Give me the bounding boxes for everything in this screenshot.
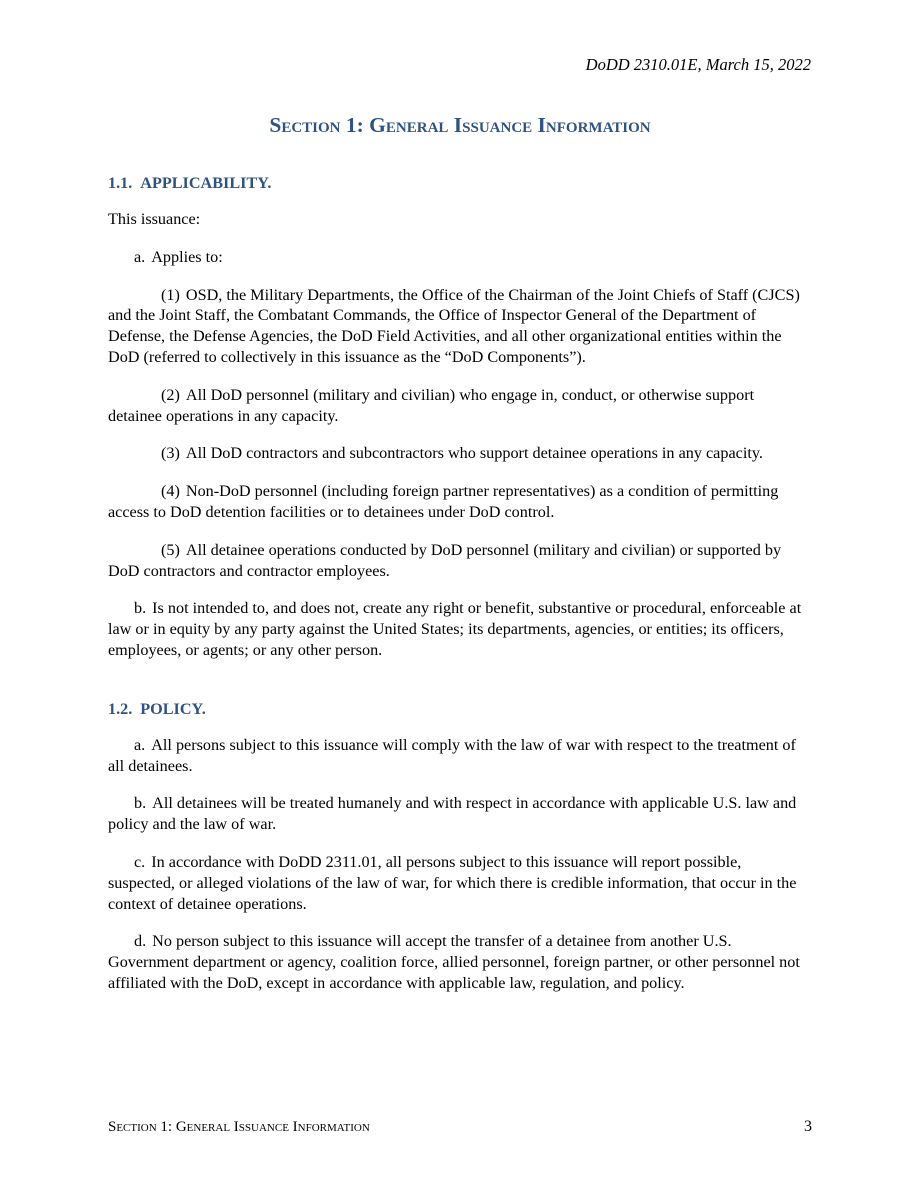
paragraph-text: All DoD contractors and subcontractors who support detainee operations in any capacity.: [185, 444, 763, 463]
applicability-intro: This issuance:: [108, 210, 201, 228]
paragraph-label: d.: [134, 932, 147, 951]
paragraph-1-2-b: [108, 793, 812, 835]
paragraph-label: (1): [161, 285, 180, 304]
paragraph-text: Applies to:: [151, 247, 223, 266]
paragraph-text: OSD, the Military Departments, the Office of the Chairman of the Joint Chiefs of Staff (CJCS) and the Joint Staff, the Combatant Commands, the Office of Inspector General of the Department of Defense, the Defense Agencies, the DoD Field Activities, and all other organizational entities within the DoD (referred to collectively in this issuance as the “DoD Components”).: [108, 285, 800, 366]
paragraph-label: a.: [134, 735, 146, 754]
paragraph-1-2-c: [108, 852, 812, 914]
paragraph-label: (5): [161, 540, 180, 559]
paragraph-label: (2): [161, 385, 180, 404]
paragraph-label: (3): [161, 444, 180, 463]
section-title: Section 1: General Issuance Information: [269, 113, 651, 137]
paragraph-text: All DoD personnel (military and civilian) who engage in, conduct, or otherwise support detainee operations in any capacity.: [108, 385, 755, 425]
footer-section-label: Section 1: General Issuance Information: [108, 1119, 370, 1135]
paragraph-label: (4): [161, 482, 180, 501]
paragraph-label: c.: [134, 852, 146, 871]
paragraph-label: b.: [134, 599, 147, 618]
paragraph-label: b.: [134, 794, 147, 813]
paragraph-1-1-a-2: [108, 385, 812, 427]
heading-number: 1.1.: [108, 174, 133, 192]
paragraph-text: Is not intended to, and does not, create any right or benefit, substantive or procedural, enforceable at law or in equity by any party against the United States; its departments, agencies, or entities; its officers, employees, or agents; or any other person.: [108, 599, 802, 659]
heading-policy: [108, 698, 812, 720]
heading-number: 1.2.: [108, 699, 133, 718]
paragraph-text: All detainee operations conducted by DoD personnel (military and civilian) or supported by DoD contractors and contractor employees.: [108, 540, 782, 580]
paragraph-text: No person subject to this issuance will accept the transfer of a detainee from another U.S. Government department or agency, coalition force, allied personnel, foreign partner, or other personnel not affiliated with the DoD, except in accordance with applicable law, regulation, and policy.: [108, 932, 800, 992]
paragraph-label: a.: [134, 247, 146, 266]
paragraph-text: In accordance with DoDD 2311.01, all persons subject to this issuance will report possible, suspected, or alleged violations of the law of war, for which there is credible information, that occur in the context of detainee operations.: [108, 852, 797, 913]
document-body: [108, 172, 812, 994]
paragraph-1-1-a-1: [108, 285, 812, 368]
heading-applicability: [108, 172, 812, 194]
heading-title: APPLICABILITY.: [140, 174, 272, 192]
paragraph-text: All detainees will be treated humanely and with respect in accordance with applicable U.S. law and policy and the law of war.: [108, 794, 797, 834]
paragraph-1-2-d: [108, 931, 812, 993]
paragraph-1-1-a-5: [108, 540, 812, 582]
document-reference: DoDD 2310.01E, March 15, 2022: [585, 55, 811, 74]
paragraph-1-1-b: [108, 598, 812, 660]
paragraph-1-1-a-4: [108, 481, 812, 523]
page-number: 3: [804, 1118, 812, 1135]
paragraph-1-1-a: [108, 247, 812, 268]
paragraph-1-1-a-3: [108, 443, 812, 464]
paragraph-text: All persons subject to this issuance will comply with the law of war with respect to the treatment of all detainees.: [108, 735, 796, 775]
paragraph-1-2-a: [108, 735, 812, 777]
paragraph-text: Non-DoD personnel (including foreign partner representatives) as a condition of permitting access to DoD detention facilities or to detainees under DoD control.: [108, 482, 779, 521]
heading-title: POLICY.: [140, 699, 206, 718]
